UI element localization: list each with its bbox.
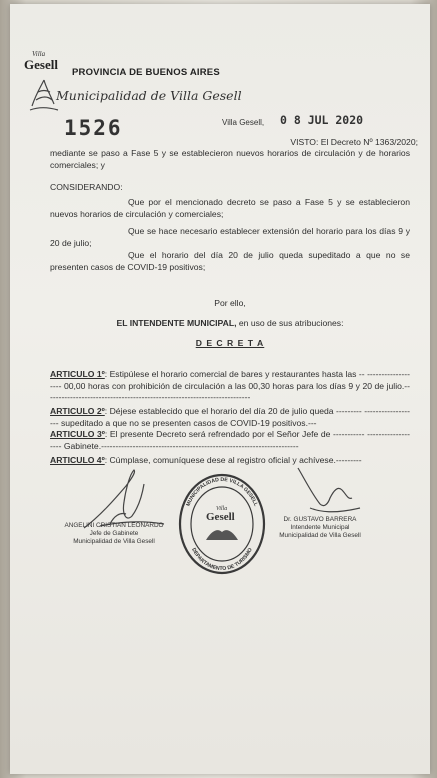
article-1 bbox=[50, 369, 410, 404]
article-4-text: : Cúmplase, comuníquese dese al registro oficial y achívese.--------- bbox=[104, 455, 362, 465]
article-4-label: ARTICULO 4º bbox=[50, 455, 105, 465]
considerando-paragraph-3 bbox=[50, 250, 410, 273]
intendente-line bbox=[50, 318, 410, 330]
seal-top-text: MUNICIPALIDAD DE VILLA GESELL bbox=[185, 476, 259, 508]
decree-date-stamp: 0 8 JUL 2020 bbox=[280, 113, 364, 127]
logo-gesell-text: Gesell bbox=[24, 57, 58, 72]
article-2 bbox=[50, 406, 410, 429]
paragraph-1-text: Que por el mencionado decreto se paso a Fase 5 y se establecieron nuevos horarios de circulación y comerciales; bbox=[50, 197, 410, 219]
municipalidad-heading: Municipalidad de Villa Gesell bbox=[56, 88, 242, 103]
decree-place: Villa Gesell, bbox=[222, 118, 265, 127]
article-2-text: : Déjese establecido que el horario del día 20 de julio queda --------- ------------------- supeditado a que no se presenten casos de COVID-19 positivos.--- bbox=[50, 406, 410, 428]
paragraph-3-text: Que el horario del día 20 de julio queda supeditado a que no se presenten casos de COVID-19 positivos; bbox=[50, 250, 410, 272]
intendente-rest: en uso de sus atribuciones: bbox=[236, 318, 344, 328]
seal-center-big: Gesell bbox=[206, 511, 235, 523]
visto-continuation: mediante se paso a Fase 5 y se establecieron nuevos horarios de circulación y de horarios comerciales; y bbox=[50, 148, 410, 170]
left-signer-role: Jefe de Gabinete bbox=[89, 530, 139, 537]
intendente-title: EL INTENDENTE MUNICIPAL, bbox=[116, 318, 237, 328]
logo-villa-text: Villa bbox=[32, 50, 46, 58]
right-signer-name: Dr. GUSTAVO BARRERA bbox=[283, 516, 357, 523]
left-signer-name: ANGELINI CRISTIAN LEONARDO bbox=[64, 522, 164, 529]
left-signature-block bbox=[54, 522, 174, 546]
seal-bottom-text: DEPARTAMENTO DE TURISMO bbox=[190, 547, 254, 573]
paragraph-2-text: Que se hace necesario establecer extensión del horario para los días 9 y 20 de julio; bbox=[50, 226, 410, 248]
right-signer-org: Municipalidad de Villa Gesell bbox=[279, 532, 361, 539]
considerando-paragraph-2 bbox=[50, 226, 410, 249]
seal-center-small: Villa bbox=[216, 506, 228, 512]
provincia-heading: PROVINCIA DE BUENOS AIRES bbox=[72, 67, 220, 78]
left-signer-org: Municipalidad de Villa Gesell bbox=[73, 538, 155, 545]
article-3-label: ARTICULO 3º bbox=[50, 429, 105, 439]
article-1-label: ARTICULO 1º bbox=[50, 369, 105, 379]
right-signature-block bbox=[260, 516, 380, 540]
visto-line: VISTO: El Decreto Nº 1363/2020; bbox=[290, 137, 418, 147]
seal-emblem-icon bbox=[206, 530, 238, 540]
right-signer-role: Intendente Municipal bbox=[290, 524, 350, 531]
logo-tree-icon bbox=[26, 74, 60, 114]
article-3-text: : El presente Decreto será refrendado por el Señor Jefe de ----------- ------------------- Gabinete.--------------------------------------------------------------------- bbox=[50, 429, 411, 451]
municipal-seal bbox=[176, 470, 268, 578]
article-2-label: ARTICULO 2º bbox=[50, 406, 105, 416]
por-ello: Por ello, bbox=[214, 298, 246, 308]
decree-number: 1526 bbox=[64, 116, 123, 140]
article-1-text: : Estipúlese el horario comercial de bares y restaurantes hasta las -- ------------------- 00,00 horas con prohibición de circulación a las 00,30 horas para los días 9 y 20 de julio.------------------------------------------------------------------------ bbox=[50, 369, 410, 402]
document-page bbox=[10, 4, 430, 774]
right-signature-scribble bbox=[290, 464, 380, 524]
article-3 bbox=[50, 429, 410, 452]
considerando-paragraph-1 bbox=[50, 197, 410, 220]
decreta-heading: D E C R E T A bbox=[195, 338, 265, 348]
considerando-heading: CONSIDERANDO: bbox=[50, 182, 123, 192]
